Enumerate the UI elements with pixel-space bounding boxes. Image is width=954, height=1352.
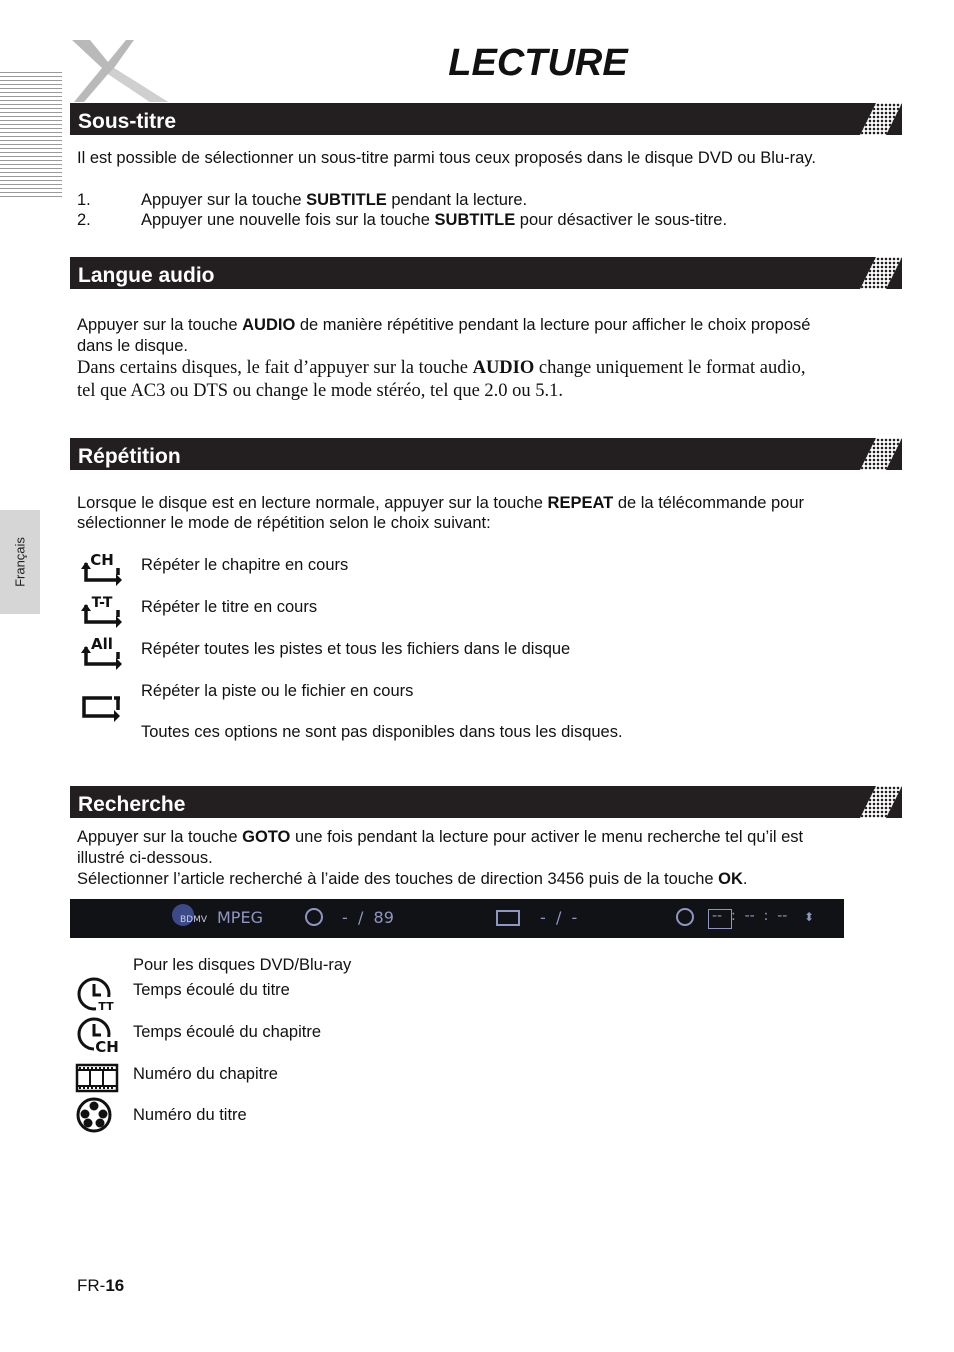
search-paragraph: Appuyer sur la touche GOTO une fois pendant la lecture pour activer le menu recherche tel qu’il est [77,828,804,846]
repeat-intro-line2: sélectionner le mode de répétition selon le choix suivant: [77,514,491,532]
legend-title: Pour les disques DVD/Blu-ray [133,956,352,974]
osd-clock-icon [676,908,694,926]
section-header-search [70,786,902,818]
step-text: Appuyer une nouvelle fois sur la touche SUBTITLE pour désactiver le sous-titre. [141,211,728,229]
osd-chapter-value: - / - [540,908,578,927]
osd-chapter-icon [496,910,520,926]
audio-paragraph-line2: dans le disque. [77,337,188,355]
repeat-track-label: Répéter la piste ou le fichier en cours [141,682,414,700]
title-number-icon [74,1095,120,1135]
step-text: Appuyer sur la touche SUBTITLE pendant la lecture. [141,191,528,209]
legend-title-time: Temps écoulé du titre [133,981,290,999]
page-title: LECTURE [448,42,628,84]
chapter-number-icon [74,1059,120,1099]
repeat-track-icon [78,688,124,728]
svg-text:CH: CH [95,1038,119,1055]
svg-text:All: All [91,635,113,653]
legend-chapter-time: Temps écoulé du chapitre [133,1023,322,1041]
osd-updown-icon: ⬍ [804,910,815,924]
osd-title-value: - / 89 [342,908,394,927]
repeat-title-icon [78,591,124,631]
repeat-note: Toutes ces options ne sont pas disponibles dans tous les disques. [141,723,623,741]
title-elapsed-time-icon [74,975,120,1015]
section-header-subtitle [70,103,902,135]
subtitle-intro: Il est possible de sélectionner un sous-titre parmi tous ceux proposés dans le disque DVD ou Blu-ray. [77,149,816,167]
repeat-title-label: Répéter le titre en cours [141,598,318,616]
svg-text:CH: CH [90,551,114,569]
repeat-intro: Lorsque le disque est en lecture normale, appuyer sur la touche REPEAT de la télécommande pour [77,494,805,512]
svg-text:TT: TT [98,1000,114,1013]
section-header-repeat [70,438,902,470]
osd-title-icon [305,908,323,926]
step-number: 1. [77,191,91,209]
legend-chapter-number: Numéro du chapitre [133,1065,278,1083]
audio-note: Dans certains disques, le fait d’appuyer sur la touche AUDIO change uniquement le format audio, [77,358,806,378]
audio-paragraph: Appuyer sur la touche AUDIO de manière répétitive pendant la lecture pour afficher le choix proposé [77,316,811,334]
section-heading: Répétition [78,445,181,468]
search-paragraph-line2: illustré ci-dessous. [77,849,213,867]
page-number: FR-16 [77,1276,125,1295]
header-dot-pattern [860,438,902,470]
repeat-all-label: Répéter toutes les pistes et tous les fichiers dans le disque [141,640,571,658]
header-dot-pattern [860,257,902,289]
language-tab [0,510,40,614]
goto-menu-screenshot [70,899,844,938]
legend-title-number: Numéro du titre [133,1106,247,1124]
section-heading: Recherche [78,793,186,816]
repeat-chapter-icon [78,549,124,589]
chapter-elapsed-time-icon [74,1015,120,1055]
audio-note-line2: tel que AC3 ou DTS ou change le mode stéréo, tel que 2.0 ou 5.1. [77,381,564,401]
osd-time-value: -- : -- : -- [712,908,788,924]
repeat-chapter-label: Répéter le chapitre en cours [141,556,349,574]
header-dot-pattern [860,103,902,135]
disc-badge: BDMV [180,915,208,925]
key-name: SUBTITLE [306,191,387,209]
search-paragraph-2: Sélectionner l’article recherché à l’aide des touches de direction 3456 puis de la touche OK. [77,870,748,888]
header-dot-pattern [860,786,902,818]
section-heading: Sous-titre [78,110,177,133]
osd-format: MPEG [217,908,263,927]
repeat-all-icon [78,633,124,673]
edge-decoration [0,72,62,200]
step-number: 2. [77,211,91,229]
key-name: SUBTITLE [434,211,516,229]
section-header-audio [70,257,902,289]
svg-text:T-T: T-T [91,595,113,611]
section-heading: Langue audio [78,264,215,287]
language-tab-label: Français [12,537,28,587]
